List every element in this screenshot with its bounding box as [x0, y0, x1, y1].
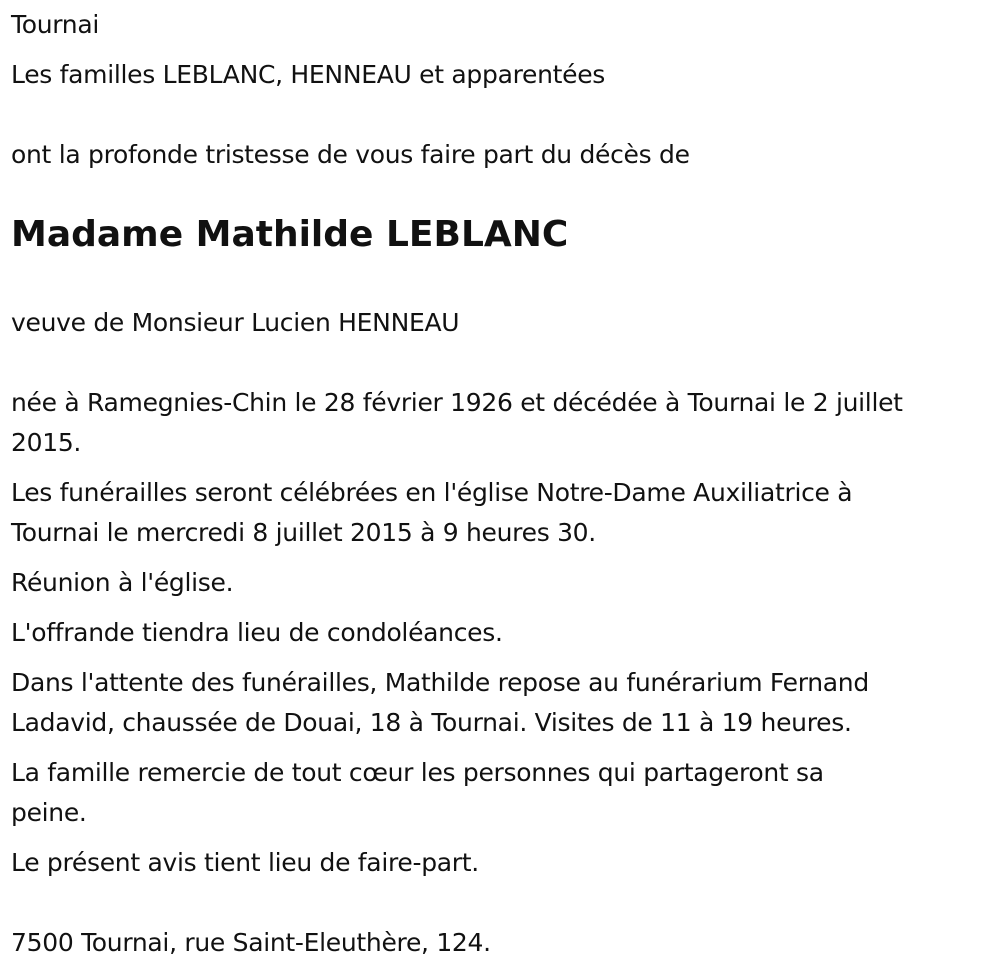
birth-death-line-1: née à Ramegnies-Chin le 28 février 1926 et décédée à Tournai le 2 juillet	[11, 388, 903, 417]
address-line: 7500 Tournai, rue Saint-Eleuthère, 124.	[11, 928, 491, 957]
birth-death-line-2: 2015.	[11, 428, 82, 457]
thanks-line-2: peine.	[11, 798, 87, 827]
widow-of-line: veuve de Monsieur Lucien HENNEAU	[11, 308, 460, 337]
funeral-line-1: Les funérailles seront célébrées en l'église Notre-Dame Auxiliatrice à	[11, 478, 853, 507]
funeral-line-2: Tournai le mercredi 8 juillet 2015 à 9 heures 30.	[11, 518, 596, 547]
meeting-line: Réunion à l'église.	[11, 568, 234, 597]
families-line: Les familles LEBLANC, HENNEAU et apparentées	[11, 60, 606, 89]
deceased-name: Madame Mathilde LEBLANC	[11, 214, 569, 255]
city-heading: Tournai	[11, 10, 100, 39]
repose-line-1: Dans l'attente des funérailles, Mathilde repose au funérarium Fernand	[11, 668, 869, 697]
repose-line-2: Ladavid, chaussée de Douai, 18 à Tournai. Visites de 11 à 19 heures.	[11, 708, 852, 737]
faire-part-line: Le présent avis tient lieu de faire-part.	[11, 848, 479, 877]
announcement-line: ont la profonde tristesse de vous faire part du décès de	[11, 140, 690, 169]
offering-line: L'offrande tiendra lieu de condoléances.	[11, 618, 503, 647]
thanks-line-1: La famille remercie de tout cœur les personnes qui partageront sa	[11, 758, 824, 787]
